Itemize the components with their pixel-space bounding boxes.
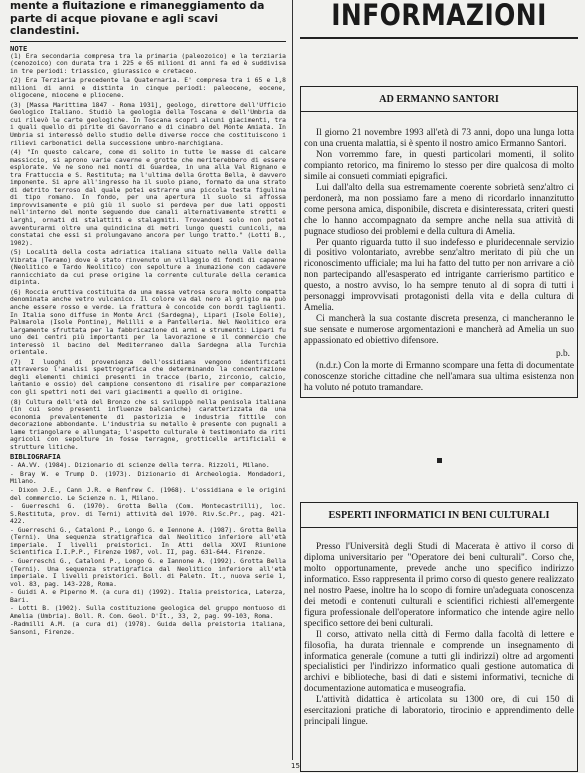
separator-bullet <box>437 458 442 463</box>
bibliography-item: - Guerreschi G., Cataloni P., Longo G. e Iennone A. (1987). Grotta Bella (Terni). Una sequenza stratigrafica dal Neolitico inferiore all'età imperiale. I livelli preistorici. In Atti della XXVI Riunione Scientifica I.I.P.P., Firenze 1987, vol. II, pag. 631-644. Firenze. <box>10 526 286 557</box>
note-item: (4) "In questo calcare, come di solito in tutte le masse di calcare massiccio, si aprono varie caverne e grotte che meriterebbero di essere esplorate. Ve ne sono nei monti di Guardea, in una alla Val Rignano e tra Frattuccia e S. Restituta; ma l'ultima della Grotta Bella, è davvero imponente. Si apre all'ingresso ha il suolo piano, formato da una strato di detrito terroso dal quale potei estrarre una piccola testa figulina di tipo romano. In fondo, per una apertura il suolo si affossa improvvisamente e più giù il suolo si perdeva per due lati opposti nell'interno del monte seguendo due canali alternativamente stretti e larghi, ornati di stalattiti e stalagmiti. Trovandomi solo non potei avventurarmi oltre una quindicina di metri lungo questi cunicoli, ma constatai che essi si prolungavano ancora per lungo tratto." (Lotti B., 1902). <box>10 149 286 247</box>
page-number: 15 <box>291 762 300 770</box>
bibliography-list <box>10 462 286 636</box>
editor-note: (n.d.r.) Con la morte di Ermanno scompare una fetta di documentate conoscenze storiche cittadine che nell'amara sua ultima esistenza non ha voluto né potuto tramandare. <box>304 361 574 393</box>
left-column <box>10 0 286 760</box>
note-item: (7) I luoghi di provenienza dell'ossidiana vengono identificati attraverso l'analisi spettrografica che determinando la concentrazione degli elementi chimici presenti in tracce (bario, zirconio, calcio, lantanio e ossio) del campione consentono di risalire per comparazione con gli spettri noti dei vari giacimenti a quello di origine. <box>10 358 286 397</box>
note-item: (2) Era Terziaria precedente la Quaternaria. E' compresa tra i 65 e 1,8 milioni di anni e distinta in cinque periodi: paleocene, eocene, oligocene, miocene e pliocene. <box>10 77 286 100</box>
article-paragraph: Presso l'Università degli Studi di Macerata è attivo il corso di diploma universitario per "Operatore dei beni culturali". Corso che, molto opportunamente, prevede anche uno specifico indirizzo informatico. Esso rappresenta il primo corso di questo genere realizzato nel nostro Paese, inoltre ha lo scopo di fornire un'adeguata conoscenza dei metodi e contenuti culturali e scientifici richiesti all'emergente figura professionale dell'operatore informatico che intende agire nello specifico settore dei beni culturali. <box>304 542 574 629</box>
note-item: (6) Roccia eruttiva costituita da una massa vetrosa scura molto compatta denominata anche vetro vulcanico. Il colore va dal nero al grigio ma può anche essere rosso e verde. La frattura è concoide con bordi taglienti. In Italia sono diffuse in Monte Arci (Sardegna), Lipari (Isole Eolie), Palmarola (Isole Pontine), Melilli e a Pantelleria. Nel Neolitico era largamente sfruttata per la fabbricazione di armi e strumenti: Lipari fu uno dei centri più importanti per la lavorazione e il commercio che interessò il bacino del Mediterraneo dalla Sardegna alla Turchia orientale. <box>10 288 286 357</box>
article-paragraph: Il corso, attivato nella città di Fermo dalla facoltà di lettere e filosofia, ha durata triennale e comprende un insegnamento di informatica generale (comune a tutti gli indirizzi) oltre ad argomenti specialistici per l'indirizzo informatico quali gestione automatica di archivi e biblioteche, basi di dati e sistemi informativi, tecniche di documentazione automatica e museografia. <box>304 629 574 695</box>
bibliography-item: - AA.VV. (1984). Dizionario di scienze della terra. Rizzoli, Milano. <box>10 462 270 470</box>
bibliography-item: - Guidi A. e Piperno M. (a cura di) (1992). Italia preistorica, Laterza, Bari. <box>10 589 286 604</box>
bibliography-heading: BIBLIOGRAFIA <box>10 453 61 462</box>
bibliography-item: -Radmilli A.M. (a cura di) (1978). Guida della preistoria italiana, Sansoni, Firenze. <box>10 621 286 636</box>
section-title: INFORMAZIONI <box>331 0 547 32</box>
article-paragraph: Il giorno 21 novembre 1993 all'età di 73 anni, dopo una lunga lotta con una cruenta malattia, si è spento il nostro amico Ermanno Santori. <box>304 128 574 149</box>
bibliography-item: - Guerreschi G. (1970). Grotta Bella (Com. Montecastrilli), loc. S.Restituta, prov. di Terni) attività del 1970. Riv.Sc.Pr., pag. 421-422. <box>10 503 286 526</box>
bibliography-item: - Guerreschi G., Cataloni P., Longo G. e Iannone A. (1992). Grotta Bella (Terni). Una sequenza stratigrafica dal Neolitico inferiore all'età imperiale. I livelli preistorici. Boll. di Paletn. It., nuova serie 1, vol. 83, pag. 143-228, Roma. <box>10 557 286 588</box>
note-item: (1) Era secondaria compresa tra la primaria (paleozoico) e la terziaria (cenozoico) con durata tra i 225 e 65 milioni di anni fa ed è suddivisa in tre periodi: triassico, giurassico e cretaceo. <box>10 52 286 75</box>
article-santori <box>300 86 578 398</box>
bibliography-item: - Lotti B. (1902). Sulla costituzione geologica del gruppo montuoso di Amelia (Umbria). Boll. R. Com. Geol. D'It., 33, 2, pag. 99-103, Roma. <box>10 605 286 620</box>
right-column <box>300 0 578 770</box>
article-paragraph: Per quanto riguarda tutto il suo indefesso e pluridecennale servizio di positivo volontariato, avrebbe senz'altro meritato di più che un riconoscimento ufficiale; ma lui ha fatto del tutto per non arrivare a ciò non partecipando all'esasperato ed intrigante carrierismo partitico e questo, a nostro avviso, lo ha sempre tenuto al di sopra di tutti i personaggi improvvisati protagonisti della vita e della cultura di Amelia. <box>304 237 574 314</box>
bibliography-item: - Dixon J.E., Cann J.R. e Renfrew C. (1968). L'ossidiana e le origini del commercio. Le Scienze n. 1, Milano. <box>10 487 286 502</box>
column-divider <box>292 0 293 760</box>
article-informatici <box>300 502 578 772</box>
bibliography-item: - Bray W. e Trump D. (1973). Dizionario di Archeologia. Mondadori, Milano. <box>10 470 286 486</box>
notes-heading: NOTE <box>10 41 286 53</box>
article-title: AD ERMANNO SANTORI <box>379 94 499 105</box>
note-item: (8) Cultura dell'età del Bronzo che si sviluppò nella penisola italiana (in cui sono presenti influenze balcaniche) caratterizzata da una economia prevalentemente di pastorizia e industria fittile con decorazione abbondante. L'industria su metallo è presente con pugnali a lame triangolare e allungata; l'aspetto culturale è testimoniato da riti agricoli con sepolture in fosse terragne, grotticelle artificiali e strutture litiche. <box>10 398 286 451</box>
note-item: (3) [Massa Marittima 1847 - Roma 1931], geologo, direttore dell'Ufficio Geologico Italiano. Studiò la geologia della Toscana e dell'Umbria da cui rilevò le carte geologiche. In Toscana scoprì alcuni giacimenti, tra i quali quello di pirite di Gavorrano e di cinabro del Monte Amiata. In Umbria si interessò dello studio delle diverse rocce che costituiscono i rilievi carbonatici della successione umbro-marchigiana. <box>10 101 286 147</box>
article-title: ESPERTI INFORMATICI IN BENI CULTURALI <box>328 510 550 521</box>
article-paragraph: Ci mancherà la sua costante discreta presenza, ci mancheranno le sue sensate e numerose argomentazioni e mancherà ad Amelia un suo appassionato ed obiettivo difensore. <box>304 314 574 347</box>
banner-rule <box>300 37 578 39</box>
article-signature: p.b. <box>555 349 570 360</box>
intro-text: mente a fluitazione e rimaneggiamento da parte di acque piovane e agli scavi clandestini. <box>10 0 265 37</box>
notes-list <box>10 53 286 452</box>
section-banner <box>300 0 578 34</box>
article-paragraph: Non vorremmo fare, in questi particolari momenti, il solito compianto retorico, ma finiremo lo stesso per dire qualcosa di molto simile ai consueti commiati epigrafici. <box>304 149 574 182</box>
article-paragraph: Lui dall'alto della sua estremamente coerente sobrietà senz'altro ci perdonerà, ma non possiamo fare a meno di ricordarlo innanzitutto come persona amica, disponibile, discreta e disinteressata, criteri questi che lo hanno accompagnato da sempre anche nella sua attività di pugnace studioso dei problemi e della cultura di Amelia. <box>304 182 574 237</box>
article-paragraph: L'attività didattica è articolata su 1300 ore, di cui 150 di esercitazioni pratiche di laboratorio, tirocinio e apprendimento delle principali lingue. <box>304 695 574 728</box>
note-item: (5) Località della costa adriatica italiana situato nella Valle della Vibrata (Teramo) dove è stato rinvenuto un villaggio di fondi di capanne (Neolitico e Tardo Neolitico) con sepolture a inumazione con cadavere rannicchiato da cui prese origine la corrente culturale della ceramica dipinta. <box>10 249 286 287</box>
